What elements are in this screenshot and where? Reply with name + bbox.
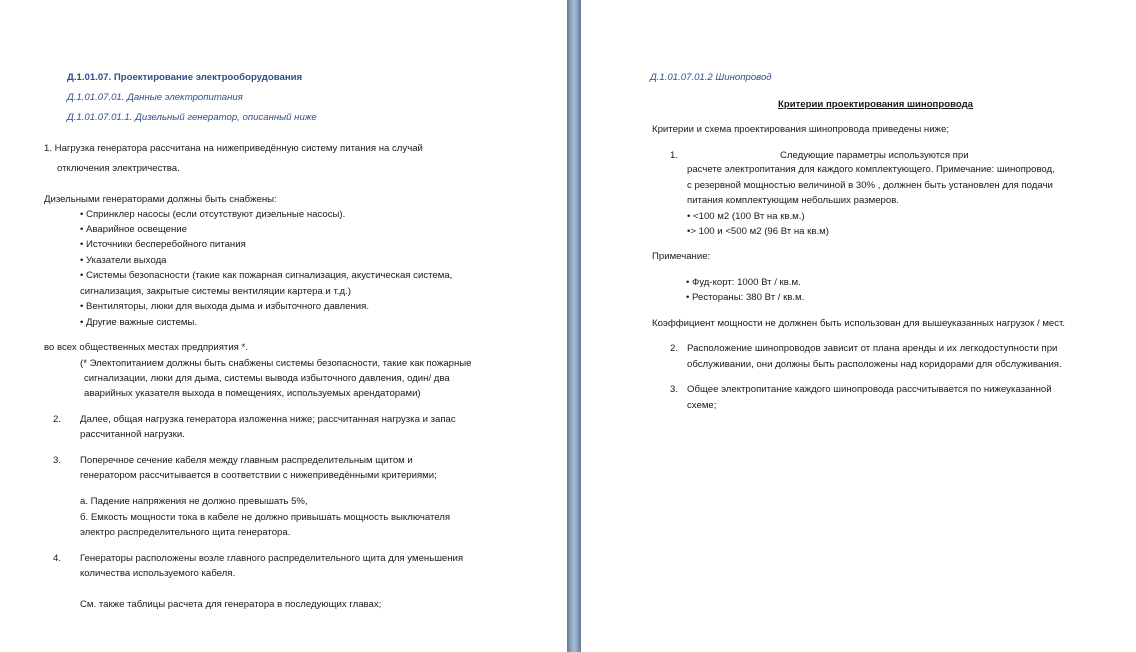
paragraph-line: с резервной мощностью величиной в 30% , должнен быть установлен для подачи bbox=[687, 180, 1053, 191]
paragraph-line: количества используемого кабеля. bbox=[80, 568, 236, 579]
subsubsection-heading: Д.1.01.07.01.2 Шинопровод bbox=[650, 72, 772, 83]
paragraph-line: генератором рассчитывается в соответствии с нижеприведёнными критериями; bbox=[80, 470, 437, 481]
list-item: • Другие важные системы. bbox=[80, 317, 198, 328]
list-item: • Фуд-корт: 1000 Вт / кв.м. bbox=[686, 277, 801, 288]
page-gutter bbox=[567, 0, 581, 652]
paragraph-line: рассчитанной нагрузки. bbox=[80, 429, 185, 440]
sub-item: a. Падение напряжения не должно превышать 5%, bbox=[80, 496, 308, 507]
paragraph-line: Дизельными генераторами должны быть снабжены: bbox=[44, 194, 277, 205]
paragraph-line: Критерии и схема проектирования шинопровода приведены ниже; bbox=[652, 124, 949, 135]
paragraph-line: во всех общественных местах предприятия *. bbox=[44, 342, 248, 353]
paragraph-line: схеме; bbox=[687, 400, 717, 411]
list-item: • Спринклер насосы (если отсутствуют дизельные насосы). bbox=[80, 209, 346, 220]
paragraph-line: 1. Нагрузка генератора рассчитана на нижеприведённую систему питания на случай bbox=[44, 143, 423, 154]
paragraph-line: питания комплектующим небольших размеров. bbox=[687, 195, 899, 206]
list-item: сигнализация, закрытые системы вентиляции картера и т.д.) bbox=[80, 286, 351, 297]
footnote-line: (* Электопитанием должны быть снабжены системы безопасности, такие как пожарные bbox=[80, 358, 472, 369]
list-number: 3. bbox=[670, 384, 679, 395]
document-page-right bbox=[581, 0, 1136, 652]
paragraph-line: См. также таблицы расчета для генератора в последующих главах; bbox=[80, 599, 382, 610]
paragraph-line: обслуживании, они должны быть расположены над коридорами для обслуживания. bbox=[687, 359, 1062, 370]
list-item: •> 100 и <500 м2 (96 Вт на кв.м) bbox=[687, 226, 829, 237]
list-item: • Аварийное освещение bbox=[80, 224, 188, 235]
section-heading: Д.1.01.07. Проектирование электрооборудования bbox=[67, 72, 303, 83]
footnote-line: аварийных указателя выхода в помещениях, используемых арендаторами) bbox=[84, 388, 421, 399]
list-item: • Системы безопасности (такие как пожарная сигнализация, акустическая система, bbox=[80, 270, 453, 281]
paragraph-line: Поперечное сечение кабеля между главным распределительным щитом и bbox=[80, 455, 413, 466]
paragraph-line: отключения электричества. bbox=[57, 163, 180, 174]
list-item: • <100 м2 (100 Вт на кв.м.) bbox=[687, 211, 805, 222]
paragraph-line: Далее, общая нагрузка генератора изложенна ниже; рассчитанная нагрузка и запас bbox=[80, 414, 456, 425]
paragraph-line: Общее электропитание каждого шинопровода рассчитывается по нижеуказанной bbox=[687, 384, 1052, 395]
list-number: 1. bbox=[670, 150, 679, 161]
list-item: • Вентиляторы, люки для выхода дыма и избыточного давления. bbox=[80, 301, 370, 312]
paragraph-line: Коэффициент мощности не должнен быть использован для вышеуказанных нагрузок / мест. bbox=[652, 318, 1066, 329]
list-number: 2. bbox=[670, 343, 679, 354]
note-label: Примечание: bbox=[652, 251, 711, 262]
list-number: 4. bbox=[53, 553, 62, 564]
sub-item: электро распределительного щита генератора. bbox=[80, 527, 291, 538]
list-number: 3. bbox=[53, 455, 62, 466]
paragraph-line: Следующие параметры используются при bbox=[780, 150, 969, 161]
list-number: 2. bbox=[53, 414, 62, 425]
list-item: • Источники бесперебойного питания bbox=[80, 239, 246, 250]
paragraph-line: Расположение шинопроводов зависит от плана аренды и их легкодоступности при bbox=[687, 343, 1058, 354]
section-title: Критерии проектирования шинопровода bbox=[778, 99, 973, 110]
document-page-left bbox=[0, 0, 567, 652]
list-item: • Рестораны: 380 Вт / кв.м. bbox=[686, 292, 805, 303]
subsection-heading: Д.1.01.07.01. Данные электропитания bbox=[67, 92, 243, 103]
paragraph-line: Генераторы расположены возле главного распределительного щита для уменьшения bbox=[80, 553, 464, 564]
subsubsection-heading: Д.1.01.07.01.1. Дизельный генератор, описанный ниже bbox=[67, 112, 317, 123]
footnote-line: сигнализации, люки для дыма, системы вывода избыточного давления, один/ два bbox=[84, 373, 450, 384]
list-item: • Указатели выхода bbox=[80, 255, 167, 266]
sub-item: б. Емкость мощности тока в кабеле не должно привышать мощность выключателя bbox=[80, 512, 451, 523]
paragraph-line: расчете электропитания для каждого комплектующего. Примечание: шинопровод, bbox=[687, 164, 1055, 175]
